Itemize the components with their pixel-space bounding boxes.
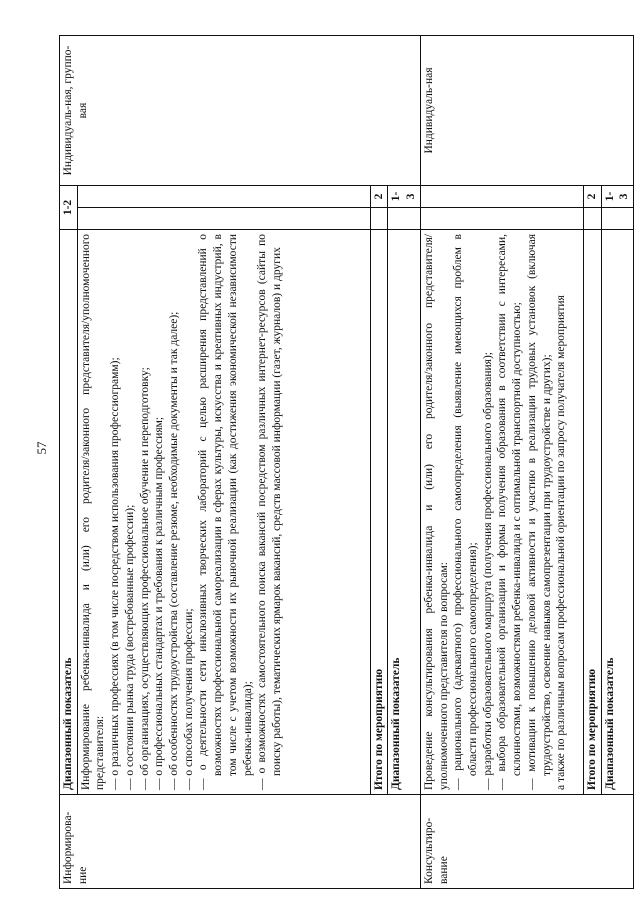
empty-cell	[77, 208, 370, 230]
range-value: 1-3	[388, 186, 420, 208]
description-informing	[77, 230, 370, 795]
form-informing: Индивидуаль-ная, группо-вая	[60, 36, 421, 186]
total-label: Итого по мероприятию	[370, 230, 388, 795]
range-label: Диапазонный показатель	[388, 230, 420, 795]
list-item: — о возможностях самостоятельного поиска вакансий посредством различных интернет-ресурсов (сайты по поиску работы), тематических ярмарок вакансий, средств массовой информации (газет, журналов) и других	[256, 234, 284, 790]
empty-cell	[388, 208, 420, 230]
empty-cell	[601, 208, 633, 230]
page-number: 57	[34, 441, 49, 455]
empty-cell	[420, 208, 583, 230]
list-item: — о деятельности сети инклюзивных творческих лабораторий с целью расширения представлений о возможностях профессиональной самореализации в сферах культуры, искусства и креативных индустрий, в том числе с учетом возможности их рыночной реализации (как достижения экономической независимости ребенка-инвалида);	[197, 234, 254, 790]
rotated-table-container	[59, 36, 631, 889]
range-value: 1-3	[601, 186, 633, 208]
form-consulting: Индивидуаль-ная	[420, 36, 633, 186]
list-item: — выбора образовательной организации и формы получения образования в соответствии с интересами, склонностями, возможностями ребенка-инвалида и с оптимальной транспортной доступностью;	[496, 234, 524, 790]
list-item: — разработки образовательного маршрута (получения профессионального образования);	[481, 352, 494, 790]
total-label: Итого по мероприятию	[583, 230, 601, 795]
services-table	[59, 35, 634, 889]
list-item: — об организациях, осуществляющих профессиональное обучение и переподготовку;	[138, 367, 151, 790]
list-item: — рационального (адекватного) профессионального самоопределения (выявление имеющихся проблем в области профессионального самоопределения);	[452, 234, 480, 790]
total-value: 2	[583, 186, 601, 208]
list-item: — о профессиональных стандартах и требования к различным профессиям;	[153, 416, 166, 790]
total-value: 2	[370, 186, 388, 208]
list-item: — мотивации к повышению деловой активности и участию в реализации трудовых установок (включая трудоустройство, освоение навыков самопрезентации при трудоустройстве и других);	[525, 234, 553, 790]
description-consulting	[420, 230, 583, 795]
list-item: — о различных профессиях (в том числе посредством использования профессиограмм);	[109, 357, 122, 790]
empty-cell	[583, 208, 601, 230]
list-item: а также по различным вопросам профессиональной ориентации по запросу получателя мероприятия	[555, 295, 568, 790]
empty-cell	[370, 208, 388, 230]
intro-text: Проведение консультирования ребенка-инвалида и (или) его родителя/законного представителя/уполномоченного представителя по вопросам:	[422, 234, 450, 790]
range-value: 1-2	[60, 186, 78, 230]
section-name-informing: Информирова-ние	[60, 795, 421, 889]
empty-cell	[420, 186, 583, 208]
list-item: — о способах получения профессии;	[182, 608, 195, 790]
range-label: Диапазонный показатель	[601, 230, 633, 795]
intro-text: Информирование ребенка-инвалида и (или) его родителя/законного представителя/уполномоченного представителя:	[79, 234, 107, 790]
empty-cell	[77, 186, 370, 208]
list-item: — об особенностях трудоустройства (составление резюме, необходимые документы и так далее);	[168, 311, 181, 790]
section-name-consulting: Консультиро-вание	[420, 795, 633, 889]
range-label: Диапазонный показатель	[60, 230, 78, 795]
list-item: — о состоянии рынка труда (востребованные профессии);	[123, 504, 136, 790]
